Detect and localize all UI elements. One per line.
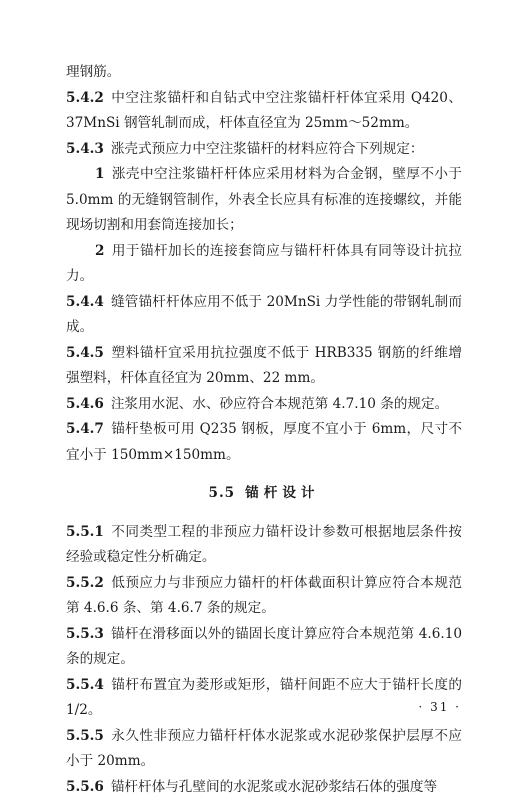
page-body: [66, 60, 462, 800]
item-number: 2: [95, 243, 104, 259]
clause-text: 注浆用水泥、水、砂应符合本规范第 4.7.10 条的规定。: [111, 396, 448, 412]
clause-5-4-4: [66, 290, 462, 341]
item-2: [66, 239, 462, 290]
clause-number: 5.4.2: [66, 90, 104, 106]
clause-text: 缝管锚杆杆体应用不低于 20MnSi 力学性能的带钢轧制而成。: [66, 294, 462, 336]
clause-5-5-5: [66, 724, 462, 775]
clause-number: 5.4.5: [66, 345, 104, 361]
clause-5-5-6: [66, 775, 462, 800]
clause-number: 5.4.3: [66, 141, 104, 157]
item-text: 用于锚杆加长的连接套筒应与锚杆杆体具有同等设计抗拉力。: [66, 243, 462, 285]
clause-number: 5.5.4: [66, 677, 104, 693]
clause-number: 5.5.3: [66, 626, 104, 642]
clause-text: 低预应力与非预应力锚杆的杆体截面积计算应符合本规范第 4.6.6 条、第 4.6.7 条的规定。: [66, 575, 462, 617]
clause-5-4-7: [66, 417, 462, 468]
clause-5-4-2: [66, 86, 462, 137]
clause-text: 中空注浆锚杆和自钻式中空注浆锚杆杆体宜采用 Q420、37MnSi 钢管轧制而成，杆体直径宜为 25mm～52mm。: [66, 90, 462, 132]
clause-5-4-3: [66, 137, 462, 163]
clause-number: 5.4.6: [66, 396, 104, 412]
clause-5-5-1: [66, 520, 462, 571]
clause-5-5-3: [66, 622, 462, 673]
clause-number: 5.5.5: [66, 728, 104, 744]
clause-number: 5.5.1: [66, 524, 104, 540]
clause-5-5-4: [66, 673, 462, 724]
section-heading: [66, 481, 462, 507]
clause-text: 锚杆垫板可用 Q235 钢板，厚度不宜小于 6mm，尺寸不宜小于 150mm×150mm。: [66, 421, 462, 463]
item-text: 涨壳中空注浆锚杆杆体应采用材料为合金钢，壁厚不小于 5.0mm 的无缝钢管制作，外表全长应具有标准的连接螺纹，并能现场切割和用套筒连接加长；: [66, 166, 462, 233]
section-number: 5.5: [208, 485, 235, 501]
clause-5-4-5: [66, 341, 462, 392]
clause-5-4-6: [66, 392, 462, 418]
item-number: 1: [95, 166, 104, 182]
clause-number: 5.4.4: [66, 294, 104, 310]
clause-text: 锚杆布置宜为菱形或矩形，锚杆间距不应大于锚杆长度的 1/2。: [66, 677, 462, 719]
page-number: · 31 ·: [418, 700, 461, 714]
clause-text: 不同类型工程的非预应力锚杆设计参数可根据地层条件按经验或稳定性分析确定。: [66, 524, 462, 566]
section-title-text: 锚杆设计: [245, 485, 319, 501]
clause-text: 锚杆杆体与孔壁间的水泥浆或水泥砂浆结石体的强度等: [111, 779, 437, 795]
item-1: [66, 162, 462, 239]
continuation-text: 理钢筋。: [66, 60, 462, 86]
clause-number: 5.4.7: [66, 421, 104, 437]
clause-text: 永久性非预应力锚杆杆体水泥浆或水泥砂浆保护层厚不应小于 20mm。: [66, 728, 462, 770]
clause-5-5-2: [66, 571, 462, 622]
clause-text: 塑料锚杆宜采用抗拉强度不低于 HRB335 钢筋的纤维增强塑料，杆体直径宜为 20mm、22 mm。: [66, 345, 462, 387]
clause-text: 涨壳式预应力中空注浆锚杆的材料应符合下列规定：: [111, 141, 424, 157]
clause-number: 5.5.2: [66, 575, 104, 591]
clause-number: 5.5.6: [66, 779, 104, 795]
clause-text: 锚杆在滑移面以外的锚固长度计算应符合本规范第 4.6.10 条的规定。: [66, 626, 462, 668]
